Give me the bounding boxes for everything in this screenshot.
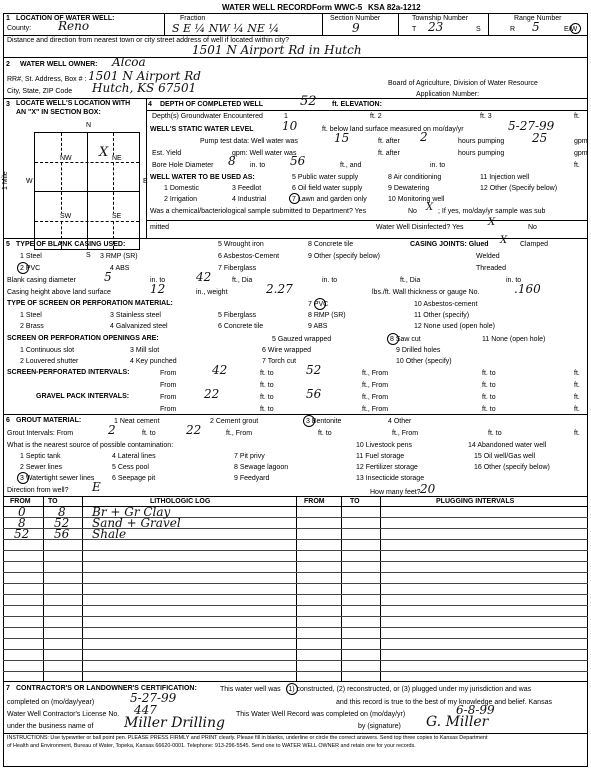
log-lithologic-header: LITHOLOGIC LOG bbox=[150, 498, 211, 505]
grout-ft-from: ft., From bbox=[226, 430, 253, 437]
elevation-label: ft. ELEVATION: bbox=[332, 101, 382, 108]
log-rule bbox=[3, 528, 588, 529]
contam-pit-privy[interactable]: 7 Pit privy bbox=[234, 453, 265, 460]
quadrant-sw: SW bbox=[60, 213, 72, 220]
log-to2-header: TO bbox=[350, 498, 360, 505]
use-injection[interactable]: 11 Injection well bbox=[480, 174, 530, 181]
screen-galvanized[interactable]: 4 Galvanized steel bbox=[110, 323, 168, 330]
log-to-header: TO bbox=[48, 498, 58, 505]
pump-hours-field[interactable]: 2 bbox=[420, 130, 428, 144]
signature-label: by (signature) bbox=[358, 723, 401, 730]
casing-height-field[interactable]: 12 bbox=[150, 282, 166, 296]
log-plugging-header: PLUGGING INTERVALS bbox=[436, 498, 515, 505]
location-label: LOCATION OF WATER WELL: bbox=[16, 15, 115, 22]
gravel-ft-from: ft., From bbox=[362, 394, 389, 401]
perf-ft-from-2: ft., From bbox=[362, 382, 389, 389]
compass-s: S bbox=[86, 252, 91, 259]
section-3-number: 3 bbox=[6, 101, 10, 108]
casing-ft-dia: ft., Dia bbox=[232, 277, 253, 284]
city-label: City, State, ZIP Code bbox=[7, 88, 73, 95]
use-domestic[interactable]: 1 Domestic bbox=[164, 185, 200, 192]
casing-ft-dia-2: ft., Dia bbox=[400, 277, 421, 284]
perf-to-label-2: ft. to bbox=[482, 370, 496, 377]
contam-insecticide[interactable]: 13 Insecticide storage bbox=[356, 475, 425, 482]
groundwater-1: 1 bbox=[284, 113, 288, 120]
pump-gpm-unit: gpm bbox=[574, 138, 588, 145]
perf-to-label-3: ft. to bbox=[260, 382, 274, 389]
how-many-feet-label: How many feet? bbox=[370, 489, 421, 496]
joints-clamped[interactable]: Clamped bbox=[520, 241, 549, 248]
use-air[interactable]: 8 Air conditioning bbox=[388, 174, 442, 181]
screen-abs[interactable]: 9 ABS bbox=[308, 323, 328, 330]
use-industrial[interactable]: 4 Industrial bbox=[232, 196, 267, 203]
certification-text-3: and this record is true to the best of my knowledge and belief. Kansas bbox=[336, 699, 552, 706]
log-rule bbox=[3, 660, 588, 661]
log-from2-header: FROM bbox=[304, 498, 325, 505]
quadrant-nw: NW bbox=[60, 155, 72, 162]
casing-in-to-2: in. to bbox=[322, 277, 338, 284]
quadrant-se: SE bbox=[112, 213, 122, 220]
log-rule bbox=[3, 594, 588, 595]
use-lawn[interactable]: 7 Lawn and garden only bbox=[292, 196, 367, 203]
contam-fuel[interactable]: 11 Fuel storage bbox=[356, 453, 405, 460]
casing-diameter-field[interactable]: 5 bbox=[104, 270, 112, 284]
chem-no[interactable]: No bbox=[408, 208, 417, 215]
open-gauzed[interactable]: 5 Gauzed wrapped bbox=[272, 336, 332, 343]
perf-from-field[interactable]: 42 bbox=[212, 363, 228, 377]
use-feedlot[interactable]: 3 Feedlot bbox=[232, 185, 262, 192]
casing-in-to-3: in. to bbox=[506, 277, 522, 284]
open-none[interactable]: 11 None (open hole) bbox=[482, 336, 546, 343]
city-field[interactable]: Hutch, KS 67501 bbox=[92, 81, 197, 95]
license-label: Water Well Contractor's License No. bbox=[7, 711, 120, 718]
grout-bentonite-circle bbox=[303, 415, 315, 427]
use-oilfield[interactable]: 6 Oil field water supply bbox=[292, 185, 363, 192]
disinfected-mark: X bbox=[488, 217, 496, 228]
log-rule bbox=[3, 616, 588, 617]
mile-label: 1 Mile bbox=[2, 171, 9, 190]
open-wire[interactable]: 6 Wire wrapped bbox=[262, 347, 312, 354]
contam-lagoon[interactable]: 8 Sewage lagoon bbox=[234, 464, 289, 471]
open-continuous[interactable]: 1 Continuous slot bbox=[20, 347, 75, 354]
screen-other[interactable]: 11 Other (specify) bbox=[414, 312, 470, 319]
static-date-field[interactable]: 5-27-99 bbox=[508, 119, 555, 133]
chem-sample-label: Was a chemical/bacteriological sample submitted to Department? Yes bbox=[150, 208, 367, 215]
use-irrigation[interactable]: 2 Irrigation bbox=[164, 196, 198, 203]
screen-none[interactable]: 12 None used (open hole) bbox=[414, 323, 495, 330]
contam-lateral[interactable]: 4 Lateral lines bbox=[112, 453, 156, 460]
pump-test-label: Pump test data: Well water was bbox=[200, 138, 298, 145]
instructions-line-1: INSTRUCTIONS: Use typewriter or ball point pen. PLEASE PRESS FIRMLY and PRINT clearly. Please fill in blanks, underline or circle the correct answers. Send top three copies to Kansas Department bbox=[7, 735, 488, 741]
range-ew: E/W bbox=[564, 26, 578, 33]
casing-rmp[interactable]: 3 RMP (SR) bbox=[100, 253, 138, 260]
section-7-number: 7 bbox=[6, 685, 10, 692]
casing-fiberglass[interactable]: 7 Fiberglass bbox=[218, 265, 257, 272]
open-saw-cut[interactable]: 8 Saw cut bbox=[390, 336, 421, 343]
casing-pvc[interactable]: 2 PVC bbox=[20, 265, 41, 272]
perf-ft-2: ft. bbox=[574, 382, 580, 389]
form-title: WATER WELL RECORD bbox=[222, 3, 312, 12]
open-saw-cut-circle bbox=[387, 333, 399, 345]
quadrant-ne: NE bbox=[112, 155, 122, 162]
gravel-to-label: ft. to bbox=[260, 394, 274, 401]
locate-label-2: AN "X" IN SECTION BOX: bbox=[16, 109, 101, 116]
log-rule bbox=[3, 605, 588, 606]
gravel-to-label-4: ft. to bbox=[482, 406, 496, 413]
gravel-from-label-2: From bbox=[160, 406, 177, 413]
casing-pvc-circle bbox=[17, 262, 29, 274]
township-s: S bbox=[476, 26, 481, 33]
log-from-header: FROM bbox=[10, 498, 31, 505]
open-drilled[interactable]: 9 Drilled holes bbox=[396, 347, 441, 354]
constructed-circle bbox=[286, 683, 298, 695]
open-key-punched[interactable]: 4 Key punched bbox=[130, 358, 177, 365]
casing-gauge-field[interactable]: .160 bbox=[514, 282, 541, 296]
address-label: RR#, St. Address, Box # : bbox=[7, 76, 87, 83]
mitted-label: mitted bbox=[150, 224, 170, 231]
log-rule bbox=[3, 583, 588, 584]
contam-abandoned[interactable]: 14 Abandoned water well bbox=[468, 442, 547, 449]
groundwater-label: Depth(s) Groundwater Encountered bbox=[152, 113, 263, 120]
groundwater-3: ft. 3 bbox=[480, 113, 492, 120]
disinfected-no[interactable]: No bbox=[528, 224, 537, 231]
perf-from-label: From bbox=[160, 370, 177, 377]
chem-no-mark: X bbox=[426, 202, 434, 213]
pump-after: ft. after bbox=[378, 138, 400, 145]
log-row-to: 56 bbox=[54, 527, 70, 541]
use-monitoring[interactable]: 10 Monitoring well bbox=[388, 196, 445, 203]
completed-field[interactable]: 5-27-99 bbox=[130, 691, 177, 705]
section-number-label: Section Number bbox=[330, 15, 381, 22]
depth-field[interactable]: 52 bbox=[300, 94, 317, 109]
yield-after: ft. after bbox=[378, 150, 400, 157]
instructions-line-2: of Health and Environment, Bureau of Water, Topeka, Kansas 66620-0001. Telephone: 913-296-5545. Send one to WATER WELL OWNER and retain one for your records. bbox=[7, 743, 416, 749]
range-field[interactable]: 5 bbox=[532, 20, 540, 34]
grout-bentonite[interactable]: 3 Bentonite bbox=[306, 418, 342, 425]
gravel-ft-from-2: ft., From bbox=[362, 406, 389, 413]
gravel-label: GRAVEL PACK INTERVALS: bbox=[36, 393, 130, 400]
contam-watertight[interactable]: 3 Watertight sewer lines bbox=[20, 475, 95, 482]
grout-ft: ft. bbox=[574, 430, 580, 437]
range-r: R bbox=[510, 26, 516, 33]
casing-concrete[interactable]: 8 Concrete tile bbox=[308, 241, 354, 248]
screen-pvc[interactable]: 7 PVC bbox=[308, 301, 329, 308]
application-number-label: Application Number: bbox=[416, 91, 480, 98]
disinfected-label: Water Well Disinfected? Yes bbox=[376, 224, 464, 231]
groundwater-ft: ft. bbox=[574, 113, 580, 120]
use-dewatering[interactable]: 9 Dewatering bbox=[388, 185, 430, 192]
locate-label-1: LOCATE WELL'S LOCATION WITH bbox=[16, 100, 131, 107]
business-field[interactable]: Miller Drilling bbox=[124, 715, 226, 731]
screen-fiberglass[interactable]: 5 Fiberglass bbox=[218, 312, 257, 319]
openings-label: SCREEN OR PERFORATION OPENINGS ARE: bbox=[7, 335, 159, 342]
static-level-field[interactable]: 10 bbox=[282, 119, 298, 133]
log-rule bbox=[3, 627, 588, 628]
grout-to-label: ft. to bbox=[142, 430, 156, 437]
gravel-to-field[interactable]: 56 bbox=[306, 387, 322, 401]
log-row-desc: Br + Gr Clay bbox=[92, 505, 171, 519]
direction-label: Direction from well? bbox=[7, 487, 69, 494]
log-rule bbox=[3, 539, 588, 540]
bore-depth-field[interactable]: 56 bbox=[290, 154, 306, 168]
compass-n: N bbox=[86, 122, 92, 129]
log-row-from: 8 bbox=[18, 516, 26, 530]
log-row-desc: Shale bbox=[92, 527, 127, 541]
open-mill[interactable]: 3 Mill slot bbox=[130, 347, 160, 354]
contam-livestock[interactable]: 10 Livestock pens bbox=[356, 442, 413, 449]
form-number: Form WWC-5 bbox=[312, 3, 363, 12]
groundwater-2: ft. 2 bbox=[370, 113, 382, 120]
contam-seepage[interactable]: 6 Seepage pit bbox=[112, 475, 156, 482]
county-field[interactable]: Reno bbox=[58, 19, 90, 33]
casing-weight-label: in., weight bbox=[196, 289, 228, 296]
section-4-number: 4 bbox=[148, 101, 152, 108]
compass-w: W bbox=[26, 178, 33, 185]
screen-type-label: TYPE OF SCREEN OR PERFORATION MATERIAL: bbox=[7, 300, 173, 307]
depth-label: DEPTH OF COMPLETED WELL bbox=[160, 101, 264, 108]
perf-to-label: ft. to bbox=[260, 370, 274, 377]
contam-sewer[interactable]: 2 Sewer lines bbox=[20, 464, 63, 471]
completed-label: completed on (mo/day/year) bbox=[7, 699, 95, 706]
screen-rmp[interactable]: 8 RMP (SR) bbox=[308, 312, 346, 319]
grout-intervals-label: Grout Intervals: From bbox=[7, 430, 74, 437]
board-label: Board of Agriculture, Division of Water Resource bbox=[388, 80, 538, 87]
address-field[interactable]: 1501 N Airport Rd bbox=[88, 69, 201, 83]
log-rule bbox=[3, 638, 588, 639]
screen-pvc-circle bbox=[314, 298, 326, 310]
bore-in-to-2: in. to bbox=[430, 162, 446, 169]
grout-to-field[interactable]: 22 bbox=[186, 423, 202, 437]
log-rule bbox=[3, 671, 588, 672]
perforated-label: SCREEN-PERFORATED INTERVALS: bbox=[7, 369, 130, 376]
contam-oil-well[interactable]: 15 Oil well/Gas well bbox=[474, 453, 536, 460]
screen-brass[interactable]: 2 Brass bbox=[20, 323, 44, 330]
distance-label: Distance and direction from nearest town or city street address of well if located within city? bbox=[7, 37, 290, 44]
contam-other[interactable]: 16 Other (specify below) bbox=[474, 464, 550, 471]
casing-asbestos[interactable]: 6 Asbestos-Cement bbox=[218, 253, 280, 260]
township-label: Township Number bbox=[412, 15, 469, 22]
log-row-to: 52 bbox=[54, 516, 70, 530]
contam-feedyard[interactable]: 9 Feedyard bbox=[234, 475, 270, 482]
use-other[interactable]: 12 Other (Specify below) bbox=[480, 185, 558, 192]
gravel-from-field[interactable]: 22 bbox=[204, 387, 220, 401]
perf-ft-from: ft., From bbox=[362, 370, 389, 377]
bore-label: Bore Hole Diameter bbox=[152, 162, 214, 169]
perf-to-field[interactable]: 52 bbox=[306, 363, 322, 377]
gravel-ft: ft. bbox=[574, 394, 580, 401]
open-louvered[interactable]: 2 Louvered shutter bbox=[20, 358, 79, 365]
section-2-number: 2 bbox=[6, 61, 10, 68]
joints-welded[interactable]: Welded bbox=[476, 253, 500, 260]
perf-ft: ft. bbox=[574, 370, 580, 377]
how-many-feet-field[interactable]: 20 bbox=[420, 482, 436, 496]
contam-watertight-circle bbox=[17, 472, 29, 484]
gravel-ft-2: ft. bbox=[574, 406, 580, 413]
section-box[interactable] bbox=[34, 132, 140, 250]
screen-concrete[interactable]: 6 Concrete tile bbox=[218, 323, 264, 330]
certification-text-1: This water well was bbox=[220, 686, 281, 693]
casing-steel[interactable]: 1 Steel bbox=[20, 253, 42, 260]
distance-field[interactable]: 1501 N Airport Rd in Hutch bbox=[192, 43, 362, 57]
contam-fertilizer[interactable]: 12 Fertilizer storage bbox=[356, 464, 418, 471]
owner-label: WATER WELL OWNER: bbox=[20, 61, 98, 68]
section-1-number: 1 bbox=[6, 15, 10, 22]
bore-ft: ft. bbox=[574, 162, 580, 169]
log-row-to: 8 bbox=[58, 505, 66, 519]
casing-wrought[interactable]: 5 Wrought iron bbox=[218, 241, 264, 248]
section-number-field[interactable]: 9 bbox=[352, 21, 360, 35]
water-use-label: WELL WATER TO BE USED AS: bbox=[150, 174, 255, 181]
yield-label: Est. Yield bbox=[152, 150, 182, 157]
log-rule bbox=[3, 572, 588, 573]
yield-gpm-unit: gpm bbox=[574, 150, 588, 157]
direction-field[interactable]: E bbox=[92, 480, 101, 494]
casing-height-label: Casing height above land surface bbox=[7, 289, 111, 296]
grout-other[interactable]: 4 Other bbox=[388, 418, 412, 425]
chem-rest: ; If yes, mo/day/yr sample was sub bbox=[438, 208, 546, 215]
use-public[interactable]: 5 Public water supply bbox=[292, 174, 359, 181]
fraction-field[interactable]: S E ¼ NW ¼ NE ¼ bbox=[172, 22, 280, 35]
range-w-circle bbox=[570, 23, 581, 34]
contam-cess-pool[interactable]: 5 Cess pool bbox=[112, 464, 149, 471]
owner-field[interactable]: Alcoa bbox=[112, 55, 146, 69]
township-field[interactable]: 23 bbox=[428, 20, 444, 34]
compass-e: E bbox=[143, 178, 148, 185]
record-completed-label: This Water Well Record was completed on (mo/day/yr) bbox=[236, 711, 406, 718]
fraction-label: Fraction bbox=[180, 15, 206, 22]
range-label: Range Number bbox=[514, 15, 562, 22]
static-level-label: WELL'S STATIC WATER LEVEL bbox=[150, 126, 254, 133]
log-rule bbox=[3, 649, 588, 650]
log-rule bbox=[3, 550, 588, 551]
log-row-from: 0 bbox=[18, 505, 26, 519]
screen-steel[interactable]: 1 Steel bbox=[20, 312, 42, 319]
certification-label: CONTRACTOR'S OR LANDOWNER'S CERTIFICATION: bbox=[16, 685, 197, 692]
use-lawn-circle bbox=[289, 193, 300, 204]
perf-to-label-4: ft. to bbox=[482, 382, 496, 389]
signature-field[interactable]: G. Miller bbox=[426, 714, 489, 730]
casing-diameter-label: Blank casing diameter bbox=[7, 277, 76, 284]
open-torch[interactable]: 7 Torch cut bbox=[262, 358, 297, 365]
county-label: County: bbox=[7, 25, 32, 32]
casing-other[interactable]: 9 Other (specify below) bbox=[308, 253, 380, 260]
screen-asbestos[interactable]: 10 Asbestos-cement bbox=[414, 301, 478, 308]
casing-weight-field[interactable]: 2.27 bbox=[266, 282, 293, 296]
ksa-reference: KSA 82a-1212 bbox=[368, 3, 421, 12]
grout-to-label-2: ft. to bbox=[318, 430, 332, 437]
joints-label: CASING JOINTS: Glued bbox=[410, 241, 489, 248]
casing-in-to: in. to bbox=[150, 277, 166, 284]
grout-ft-from-2: ft., From bbox=[392, 430, 419, 437]
static-level-rest: ft. below land surface measured on mo/day/yr bbox=[322, 126, 464, 133]
contamination-label: What is the nearest source of possible contamination: bbox=[7, 442, 174, 449]
grout-to-label-3: ft. to bbox=[488, 430, 502, 437]
yield-hours: hours pumping bbox=[458, 150, 505, 157]
log-row-desc: Sand + Gravel bbox=[92, 516, 181, 530]
certification-text-2: (1) constructed, (2) reconstructed, or (3) plugged under my jurisdiction and was bbox=[286, 686, 532, 693]
bore-ft-and: ft., and bbox=[340, 162, 362, 169]
open-other[interactable]: 10 Other (specify) bbox=[396, 358, 452, 365]
section-5-number: 5 bbox=[6, 241, 10, 248]
grout-from-field[interactable]: 2 bbox=[108, 423, 116, 437]
casing-gauge-label: lbs./ft. Wall thickness or gauge No. bbox=[372, 289, 480, 296]
casing-depth-field[interactable]: 42 bbox=[196, 270, 212, 284]
pump-gpm-field[interactable]: 25 bbox=[532, 131, 548, 145]
section-6-number: 6 bbox=[6, 417, 10, 424]
perf-from-label-2: From bbox=[160, 382, 177, 389]
pump-hours-label: hours pumping bbox=[458, 138, 505, 145]
grout-label: GROUT MATERIAL: bbox=[16, 417, 82, 424]
screen-stainless[interactable]: 3 Stainless steel bbox=[110, 312, 161, 319]
record-completed-field[interactable]: 6-8-99 bbox=[456, 703, 495, 717]
location-mark: X bbox=[99, 145, 109, 160]
business-label: under the business name of bbox=[7, 723, 94, 730]
gravel-from-label: From bbox=[160, 394, 177, 401]
log-row-from: 52 bbox=[14, 527, 30, 541]
gravel-to-label-2: ft. to bbox=[482, 394, 496, 401]
joints-threaded[interactable]: Threaded bbox=[476, 265, 506, 272]
license-field[interactable]: 447 bbox=[134, 703, 157, 717]
joints-mark: X bbox=[500, 235, 508, 246]
log-rule bbox=[3, 517, 588, 518]
gravel-to-label-3: ft. to bbox=[260, 406, 274, 413]
township-t: T bbox=[412, 26, 417, 33]
yield-water-label: gpm: Well water was bbox=[232, 150, 297, 157]
casing-type-label: TYPE OF BLANK CASING USED: bbox=[16, 241, 126, 248]
grout-neat[interactable]: 1 Neat cement bbox=[114, 418, 160, 425]
pump-level-field[interactable]: 15 bbox=[334, 131, 350, 145]
log-rule bbox=[3, 561, 588, 562]
casing-abs[interactable]: 4 ABS bbox=[110, 265, 130, 272]
bore-in-to: in. to bbox=[250, 162, 266, 169]
bore-diameter-field[interactable]: 8 bbox=[228, 154, 236, 168]
grout-cement[interactable]: 2 Cement grout bbox=[210, 418, 259, 425]
contam-septic[interactable]: 1 Septic tank bbox=[20, 453, 61, 460]
